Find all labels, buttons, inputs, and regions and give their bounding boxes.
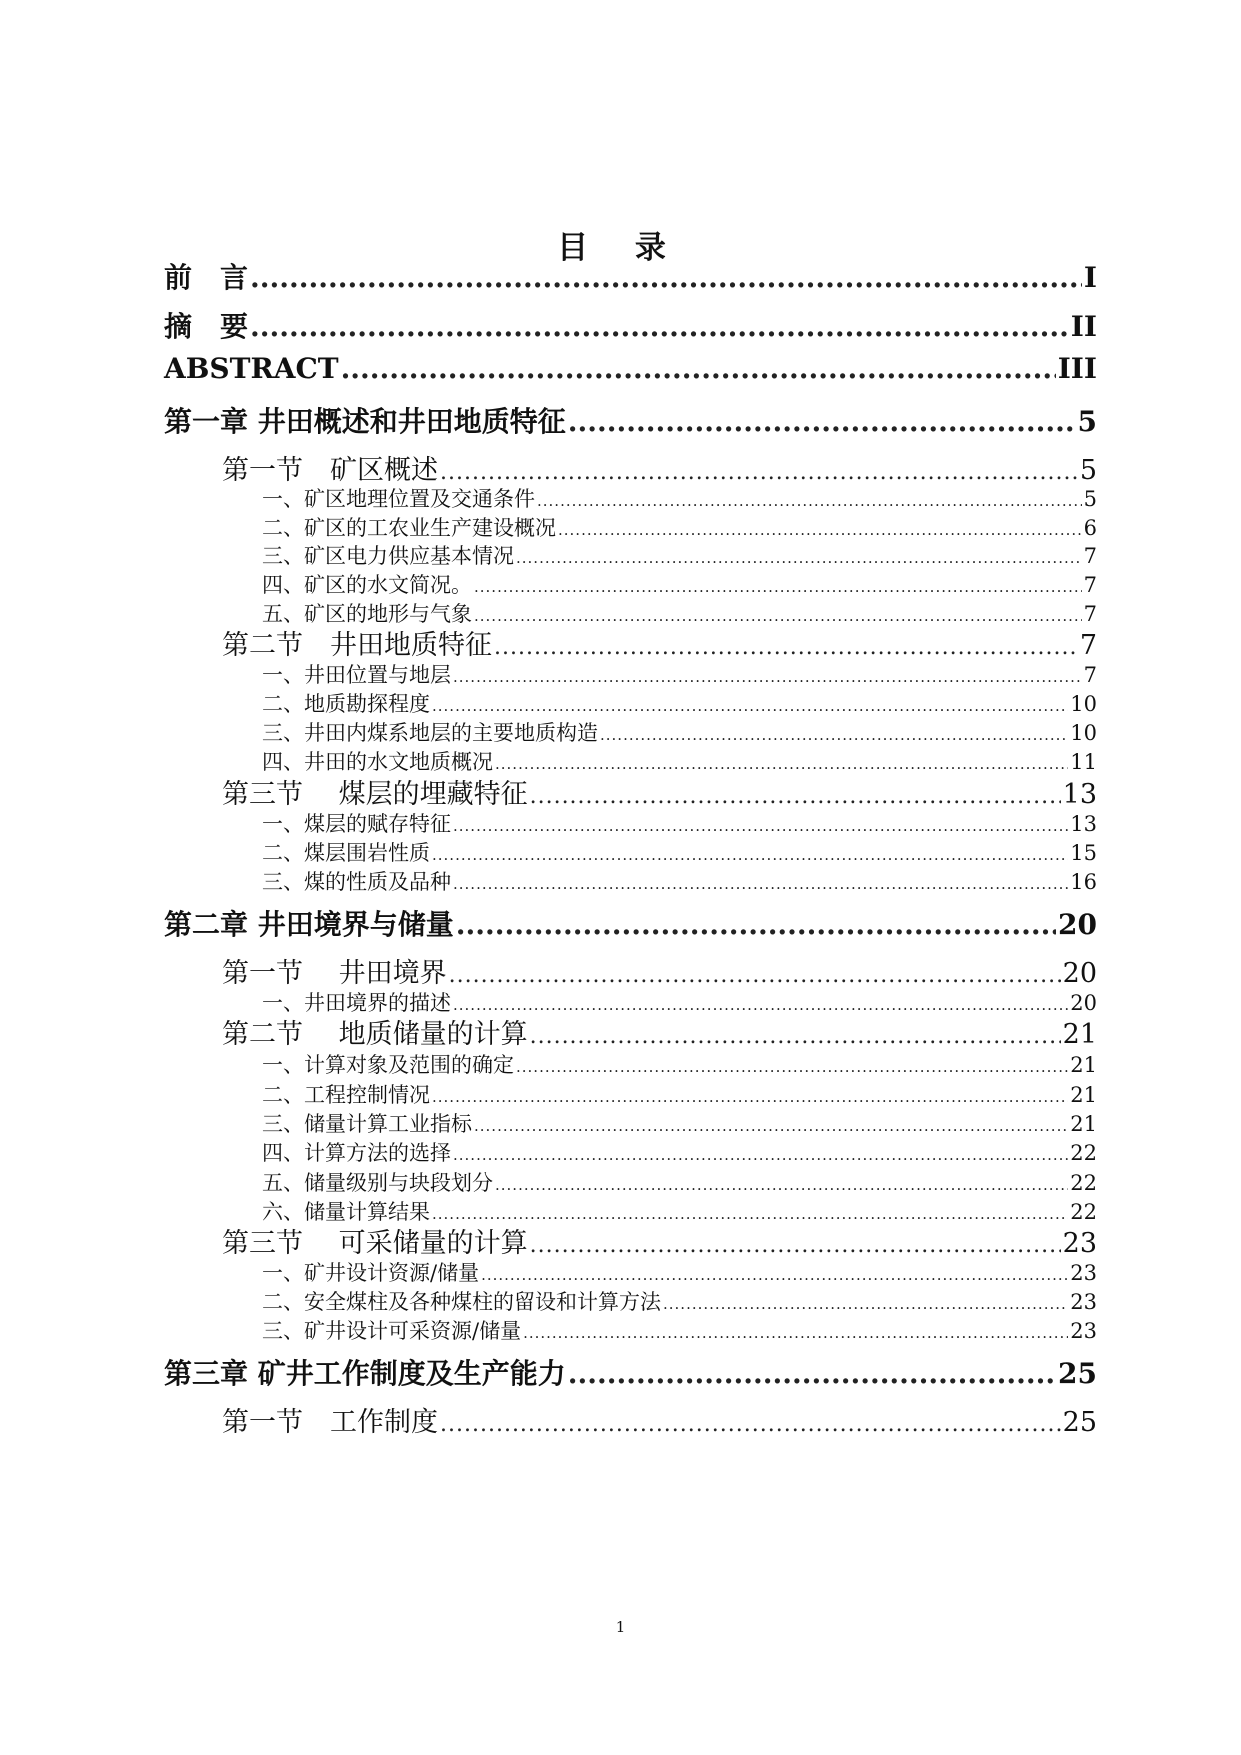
toc-entry-page: 20 [1058, 908, 1097, 941]
toc-entry-label: 第二节 井田地质特征 [222, 630, 492, 661]
toc-entry-label: 四、矿区的水文简况。 [262, 573, 472, 597]
toc-entry-sub[interactable] [262, 688, 1097, 718]
dot-leader [440, 1412, 1061, 1437]
toc-entry-page: I [1083, 261, 1097, 294]
toc-entry-label: 第一节 工作制度 [222, 1407, 438, 1438]
toc-entry-page: 22 [1070, 1141, 1097, 1165]
toc-entry-label: 第二章 井田境界与储量 [164, 908, 454, 941]
dot-leader [568, 405, 1076, 438]
toc-entry-page: 7 [1079, 630, 1097, 661]
toc-entry-label: 六、储量计算结果 [262, 1200, 430, 1224]
dot-leader [568, 1357, 1056, 1390]
dot-leader [523, 1324, 1068, 1342]
toc-entry-sub[interactable] [262, 1079, 1097, 1109]
toc-entry-sub[interactable] [262, 512, 1097, 542]
toc-entry-label: 一、矿井设计资源/储量 [262, 1261, 480, 1285]
toc-entry-sub[interactable] [262, 569, 1097, 599]
toc-entry-sec[interactable] [222, 951, 1097, 990]
toc-entry-top[interactable] [164, 352, 1097, 385]
toc-entry-page: 23 [1070, 1319, 1097, 1343]
toc-entry-top[interactable] [164, 305, 1097, 345]
dot-leader [600, 726, 1068, 744]
dot-leader [474, 578, 1082, 596]
toc-entry-page: 20 [1070, 991, 1097, 1015]
dot-leader [530, 1024, 1061, 1049]
toc-entry-page: 10 [1070, 692, 1097, 716]
dot-leader [495, 1176, 1068, 1194]
toc-entry-label: 三、井田内煤系地层的主要地质构造 [262, 721, 598, 745]
toc-entry-page: 11 [1070, 750, 1097, 774]
toc-entry-page: 10 [1070, 721, 1097, 745]
dot-leader [474, 1117, 1068, 1135]
toc-entry-page: 7 [1083, 573, 1097, 597]
toc-entry-label: 二、工程控制情况 [262, 1083, 430, 1107]
toc-entry-page: 21 [1070, 1112, 1097, 1136]
toc-entry-label: 第一节 矿区概述 [222, 455, 438, 486]
toc-entry-label: 第一章 井田概述和井田地质特征 [164, 405, 566, 438]
dot-leader [456, 908, 1056, 941]
dot-leader [516, 1058, 1068, 1076]
toc-entry-page: 5 [1083, 487, 1097, 511]
toc-entry-sec[interactable] [222, 1221, 1097, 1260]
toc-entry-label: 摘 要 [164, 310, 249, 343]
toc-entry-label: 一、井田位置与地层 [262, 663, 451, 687]
toc-entry-label: 三、煤的性质及品种 [262, 870, 451, 894]
dot-leader [495, 755, 1068, 773]
toc-entry-label: 四、计算方法的选择 [262, 1141, 451, 1165]
toc-entry-sub[interactable] [262, 540, 1097, 570]
toc-entry-page: 7 [1083, 663, 1097, 687]
dot-leader [432, 697, 1068, 715]
toc-entry-top[interactable] [164, 903, 1097, 943]
toc-entry-page: 16 [1070, 870, 1097, 894]
toc-entry-sec[interactable] [222, 1400, 1097, 1439]
toc-entry-label: 四、井田的水文地质概况 [262, 750, 493, 774]
dot-leader [250, 261, 1082, 294]
toc-entry-label: 二、地质勘探程度 [262, 692, 430, 716]
toc-entry-sec[interactable] [222, 772, 1097, 811]
dot-leader [663, 1295, 1068, 1313]
toc-entry-label: 一、矿区地理位置及交通条件 [262, 487, 535, 511]
toc-entry-label: 三、矿区电力供应基本情况 [262, 544, 514, 568]
toc-entry-sub[interactable] [262, 1315, 1097, 1345]
toc-entry-label: 第一节 井田境界 [222, 958, 447, 989]
toc-entry-top[interactable] [164, 256, 1097, 296]
dot-leader [341, 352, 1056, 385]
toc-entry-label: 一、井田境界的描述 [262, 991, 451, 1015]
toc-entry-top[interactable] [164, 400, 1097, 440]
dot-leader [432, 846, 1068, 864]
dot-leader [453, 817, 1068, 835]
page-title: 目 录 [557, 230, 684, 266]
toc-entry-label: 二、矿区的工农业生产建设概况 [262, 516, 556, 540]
dot-leader [453, 875, 1068, 893]
dot-leader [481, 1266, 1068, 1284]
toc-entry-sec[interactable] [222, 448, 1097, 487]
toc-entry-sub[interactable] [262, 1049, 1097, 1079]
toc-entry-sub[interactable] [262, 659, 1097, 689]
dot-leader [453, 1146, 1068, 1164]
toc-entry-top[interactable] [164, 1352, 1097, 1392]
toc-entry-page: 25 [1062, 1407, 1097, 1438]
toc-entry-label: 三、矿井设计可采资源/储量 [262, 1319, 522, 1343]
dot-leader [558, 521, 1082, 539]
toc-entry-page: 23 [1070, 1261, 1097, 1285]
dot-leader [537, 492, 1082, 510]
dot-leader [516, 549, 1082, 567]
toc-entry-page: 22 [1070, 1200, 1097, 1224]
toc-entry-sub[interactable] [262, 1137, 1097, 1167]
toc-entry-sub[interactable] [262, 1286, 1097, 1316]
toc-entry-page: II [1070, 310, 1097, 343]
toc-entry-page: 22 [1070, 1171, 1097, 1195]
toc-entry-label: 三、储量计算工业指标 [262, 1112, 472, 1136]
toc-entry-sub[interactable] [262, 808, 1097, 838]
toc-entry-page: 23 [1062, 1228, 1097, 1259]
toc-entry-sub[interactable] [262, 1167, 1097, 1197]
toc-entry-sub[interactable] [262, 717, 1097, 747]
toc-entry-page: 25 [1058, 1357, 1097, 1390]
toc-entry-label: 第三章 矿井工作制度及生产能力 [164, 1357, 566, 1390]
dot-leader [530, 1233, 1061, 1258]
toc-entry-label: 第三节 可采储量的计算 [222, 1228, 528, 1259]
dot-leader [530, 784, 1061, 809]
toc-entry-label: 一、计算对象及范围的确定 [262, 1053, 514, 1077]
toc-entry-page: 7 [1083, 544, 1097, 568]
toc-entry-sub[interactable] [262, 866, 1097, 896]
toc-entry-page: 23 [1070, 1290, 1097, 1314]
toc-entry-label: 五、矿区的地形与气象 [262, 602, 472, 626]
toc-entry-page: 21 [1070, 1053, 1097, 1077]
toc-entry-page: 7 [1083, 602, 1097, 626]
toc-entry-sub[interactable] [262, 1108, 1097, 1138]
dot-leader [449, 963, 1061, 988]
page-number: 1 [615, 1618, 626, 1636]
toc-entry-label: 前 言 [164, 261, 249, 294]
toc-entry-sec[interactable] [222, 623, 1097, 662]
toc-entry-label: 五、储量级别与块段划分 [262, 1171, 493, 1195]
toc-entry-page: III [1057, 352, 1097, 385]
dot-leader [494, 635, 1078, 660]
toc-entry-sub[interactable] [262, 483, 1097, 513]
toc-entry-page: 13 [1062, 779, 1097, 810]
dot-leader [440, 460, 1078, 485]
toc-entry-label: 二、安全煤柱及各种煤柱的留设和计算方法 [262, 1290, 661, 1314]
toc-entry-page: 5 [1079, 455, 1097, 486]
toc-entry-sub[interactable] [262, 1257, 1097, 1287]
toc-entry-page: 21 [1062, 1019, 1097, 1050]
toc-entry-label: 二、煤层围岩性质 [262, 841, 430, 865]
toc-entry-sec[interactable] [222, 1012, 1097, 1051]
toc-entry-label: ABSTRACT [164, 352, 339, 385]
toc-entry-label: 一、煤层的赋存特征 [262, 812, 451, 836]
dot-leader [453, 668, 1082, 686]
dot-leader [432, 1088, 1068, 1106]
toc-entry-sub[interactable] [262, 837, 1097, 867]
toc-entry-page: 13 [1070, 812, 1097, 836]
toc-entry-page: 21 [1070, 1083, 1097, 1107]
toc-entry-page: 6 [1083, 516, 1097, 540]
toc-entry-page: 20 [1062, 958, 1097, 989]
toc-entry-page: 15 [1070, 841, 1097, 865]
toc-entry-label: 第三节 煤层的埋藏特征 [222, 779, 528, 810]
dot-leader [250, 310, 1069, 343]
toc-entry-label: 第二节 地质储量的计算 [222, 1019, 528, 1050]
toc-entry-page: 5 [1077, 405, 1097, 438]
